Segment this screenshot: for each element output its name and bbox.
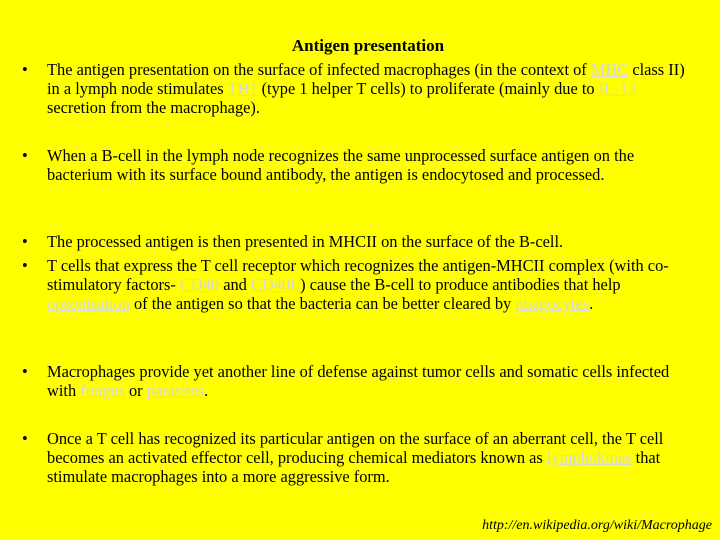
bullet-dot: • xyxy=(22,256,28,275)
bullet-text xyxy=(47,362,692,400)
bullet-text xyxy=(47,232,692,251)
bullet-text-segment: . xyxy=(204,381,209,400)
link-cd40[interactable]: CD40 xyxy=(179,275,220,294)
bullet-text-segment: and xyxy=(219,275,251,294)
bullet-dot: • xyxy=(22,429,28,448)
bullet-text xyxy=(47,429,692,486)
slide-title: Antigen presentation xyxy=(291,36,445,55)
link-phagocytes[interactable]: phagocytes xyxy=(515,294,590,313)
bullet-item xyxy=(22,362,692,400)
bullet-item xyxy=(22,232,692,251)
bullet-text-segment: that stimulate macrophages into a more aggressive form. xyxy=(47,448,661,486)
link-parasites[interactable]: parasites xyxy=(146,381,205,400)
bullet-text-segment: Once a T cell has recognized its particular antigen on the surface of an aberrant cell, the T cell becomes an activated effector cell, producing chemical mediators known as xyxy=(47,429,664,467)
bullet-text xyxy=(47,146,692,184)
link-opsonisation[interactable]: opsonisation xyxy=(47,294,130,313)
bullet-text-segment: T cells that express the T cell receptor which recognizes the antigen-MHCII complex (with co-stimulatory factors- xyxy=(47,256,669,294)
bullet-item xyxy=(22,256,692,313)
source-link[interactable]: http://en.wikipedia.org/wiki/Macrophage xyxy=(482,518,712,533)
bullet-text xyxy=(47,60,692,117)
bullet-dot: • xyxy=(22,60,28,79)
bullet-text-segment: ) cause the B-cell to produce antibodies that help xyxy=(300,275,621,294)
bullet-text-segment: Macrophages provide yet another line of defense against tumor cells and somatic cells infected with xyxy=(47,362,670,400)
bullet-text-segment: (type 1 helper T cells) to proliferate (mainly due to xyxy=(257,79,599,98)
bullet-dot: • xyxy=(22,362,28,381)
link-cd40l[interactable]: CD40L xyxy=(250,275,301,294)
bullet-text-segment: . xyxy=(589,294,594,313)
bullet-dot: • xyxy=(22,232,28,251)
bullet-dot: • xyxy=(22,146,28,165)
bullet-item xyxy=(22,146,692,184)
bullet-text-segment: secretion from the macrophage). xyxy=(47,98,260,117)
bullet-text-segment: The processed antigen is then presented in MHCII on the surface of the B-cell. xyxy=(47,232,564,251)
link-il-12[interactable]: IL-12 xyxy=(598,79,637,98)
bullet-text-segment: or xyxy=(124,381,147,400)
link-mhc[interactable]: MHC xyxy=(590,60,629,79)
bullet-item xyxy=(22,429,692,486)
bullet-text-segment: class II) in a lymph node stimulates xyxy=(47,60,685,98)
link-lymphokines[interactable]: lymphokines xyxy=(546,448,632,467)
bullet-text-segment: The antigen presentation on the surface of infected macrophages (in the context of xyxy=(47,60,591,79)
bullet-text xyxy=(47,256,692,313)
bullet-item xyxy=(22,60,692,117)
bullet-text-segment: When a B-cell in the lymph node recognizes the same unprocessed surface antigen on the bacterium with its surface bound antibody, the antigen is endocytosed and processed. xyxy=(47,146,635,184)
link-th1[interactable]: TH1 xyxy=(227,79,258,98)
bullet-text-segment: of the antigen so that the bacteria can be better cleared by xyxy=(129,294,516,313)
link-fungus[interactable]: fungus xyxy=(80,381,125,400)
